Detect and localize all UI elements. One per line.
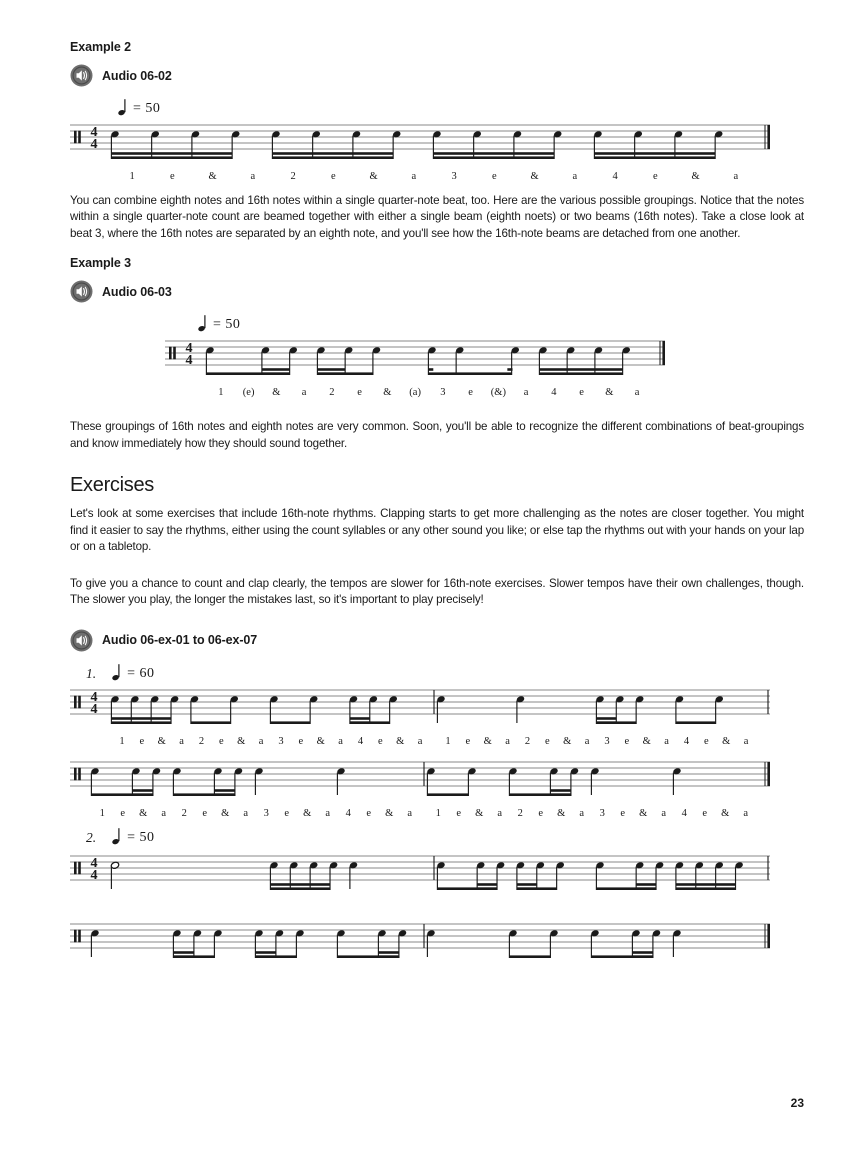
svg-text:&: & bbox=[221, 807, 230, 819]
svg-text:&: & bbox=[475, 807, 484, 819]
svg-text:3: 3 bbox=[599, 807, 605, 819]
exercise-2-system-2 bbox=[70, 914, 804, 968]
speaker-audio-icon[interactable] bbox=[70, 280, 93, 303]
exercise-1-system-2 bbox=[70, 754, 804, 819]
svg-text:3: 3 bbox=[263, 807, 269, 819]
quarter-note-icon bbox=[198, 313, 208, 333]
svg-text:e: e bbox=[456, 807, 462, 819]
svg-text:2: 2 bbox=[181, 807, 187, 819]
notation-system bbox=[70, 117, 770, 182]
svg-text:e: e bbox=[120, 807, 126, 819]
svg-text:e: e bbox=[218, 735, 224, 747]
example-3-title: Example 3 bbox=[70, 256, 131, 271]
svg-text:4: 4 bbox=[357, 735, 364, 747]
svg-text:4: 4 bbox=[90, 136, 98, 153]
speaker-audio-icon[interactable] bbox=[70, 629, 93, 652]
audio-label: Audio 06-ex-01 to 06-ex-07 bbox=[102, 633, 258, 648]
exercise-2-header bbox=[86, 822, 804, 846]
svg-text:e: e bbox=[620, 807, 626, 819]
svg-text:a: a bbox=[301, 387, 307, 399]
svg-text:a: a bbox=[161, 807, 167, 819]
svg-text:e: e bbox=[492, 171, 497, 182]
speaker-audio-icon[interactable] bbox=[70, 64, 93, 87]
svg-text:4: 4 bbox=[345, 807, 351, 819]
svg-text:e: e bbox=[139, 735, 145, 747]
svg-text:a: a bbox=[579, 807, 585, 819]
svg-text:&: & bbox=[642, 735, 651, 747]
exercises-heading: Exercises bbox=[70, 474, 154, 497]
exercise-1-system-1 bbox=[70, 682, 804, 750]
svg-text:3: 3 bbox=[278, 735, 284, 747]
svg-text:a: a bbox=[743, 807, 749, 819]
svg-text:1: 1 bbox=[445, 735, 451, 747]
svg-text:a: a bbox=[505, 735, 510, 747]
page-number: 23 bbox=[790, 1096, 804, 1110]
svg-text:4: 4 bbox=[551, 387, 557, 399]
svg-text:4: 4 bbox=[681, 807, 687, 819]
svg-text:&: & bbox=[369, 171, 378, 182]
audio-label: Audio 06-03 bbox=[102, 284, 172, 299]
svg-text:a: a bbox=[664, 735, 669, 747]
svg-text:4: 4 bbox=[185, 352, 193, 369]
svg-text:a: a bbox=[250, 171, 256, 182]
svg-text:4: 4 bbox=[612, 171, 618, 182]
notation-system bbox=[70, 914, 770, 968]
paragraph-tempos: To give you a chance to count and clap clearly, the tempos are slower for 16th-note exercises. Slower tempos have their own challenges, though. The slower you play, the longer the mistakes last, so it's important to play precisely! bbox=[70, 576, 804, 607]
svg-text:e: e bbox=[468, 387, 473, 399]
svg-text:&: & bbox=[605, 387, 614, 399]
exercise-2-tempo-value: = 50 bbox=[127, 829, 155, 845]
svg-text:a: a bbox=[243, 807, 249, 819]
quarter-note-icon bbox=[112, 662, 122, 682]
exercise-1 bbox=[70, 658, 804, 819]
svg-text:a: a bbox=[497, 807, 503, 819]
svg-text:&: & bbox=[139, 807, 148, 819]
svg-text:a: a bbox=[258, 735, 264, 747]
svg-text:1: 1 bbox=[129, 171, 135, 182]
example-3-block bbox=[70, 256, 804, 399]
svg-text:&: & bbox=[483, 735, 492, 747]
svg-text:a: a bbox=[661, 807, 667, 819]
svg-text:&: & bbox=[316, 735, 325, 747]
exercise-1-header bbox=[86, 658, 804, 682]
example-2-title: Example 2 bbox=[70, 40, 131, 54]
svg-text:2: 2 bbox=[517, 807, 523, 819]
svg-text:2: 2 bbox=[290, 171, 296, 182]
svg-text:a: a bbox=[325, 807, 331, 819]
paragraph-groupings-common: These groupings of 16th notes and eighth notes are very common. Soon, you'll be able to recognize the different combinations of beat-groupings and know immediately how they should sound together. bbox=[70, 420, 804, 450]
svg-text:4: 4 bbox=[185, 340, 193, 357]
svg-text:4: 4 bbox=[90, 866, 98, 883]
svg-text:&: & bbox=[157, 735, 166, 747]
svg-text:&: & bbox=[530, 171, 539, 182]
svg-text:a: a bbox=[743, 735, 749, 747]
svg-text:4: 4 bbox=[683, 735, 690, 747]
svg-text:1: 1 bbox=[218, 387, 224, 399]
svg-text:1: 1 bbox=[99, 807, 105, 819]
audio-track-row-06-03[interactable] bbox=[70, 280, 804, 303]
svg-text:(a): (a) bbox=[409, 387, 421, 399]
svg-text:4: 4 bbox=[90, 688, 98, 705]
svg-text:&: & bbox=[272, 387, 281, 399]
svg-text:&: & bbox=[385, 807, 394, 819]
svg-text:e: e bbox=[544, 735, 550, 747]
svg-text:e: e bbox=[702, 807, 708, 819]
svg-text:(&): (&) bbox=[490, 387, 506, 399]
example-2-tempo-value: = 50 bbox=[133, 101, 161, 116]
svg-text:2: 2 bbox=[329, 387, 335, 399]
svg-text:4: 4 bbox=[90, 700, 98, 717]
quarter-note-icon bbox=[118, 97, 128, 117]
svg-text:e: e bbox=[357, 387, 362, 399]
svg-text:e: e bbox=[331, 171, 336, 182]
exercise-1-tempo-value: = 60 bbox=[127, 665, 155, 681]
notation-system bbox=[70, 754, 770, 819]
svg-text:4: 4 bbox=[90, 124, 98, 141]
svg-text:e: e bbox=[465, 735, 471, 747]
svg-text:a: a bbox=[417, 735, 423, 747]
svg-text:a: a bbox=[733, 171, 739, 182]
exercise-2 bbox=[70, 822, 804, 968]
notation-system bbox=[70, 682, 770, 750]
audio-track-row-exercises[interactable] bbox=[70, 629, 804, 652]
svg-text:a: a bbox=[634, 387, 640, 399]
paragraph-exercises-intro: Let's look at some exercises that include 16th-note rhythms. Clapping starts to get more challenging as the notes are closer together. You might find it easier to say the rhythms, either using the count syllables or any other sound you like; or else tap the rhythms out with your hands on your lap or on a tabletop. bbox=[70, 507, 804, 554]
svg-text:&: & bbox=[639, 807, 648, 819]
notation-system bbox=[70, 846, 770, 900]
example-3-tempo-value: = 50 bbox=[213, 317, 241, 333]
svg-text:&: & bbox=[237, 735, 246, 747]
svg-text:&: & bbox=[208, 171, 217, 182]
svg-text:1: 1 bbox=[119, 735, 125, 747]
example-2-tempo bbox=[118, 93, 804, 117]
quarter-note-icon bbox=[112, 826, 122, 846]
svg-text:e: e bbox=[298, 735, 304, 747]
svg-text:(e): (e) bbox=[242, 387, 255, 399]
svg-text:e: e bbox=[624, 735, 630, 747]
audio-track-row-06-02[interactable] bbox=[70, 64, 804, 87]
svg-text:&: & bbox=[563, 735, 572, 747]
svg-text:e: e bbox=[703, 735, 709, 747]
svg-text:e: e bbox=[170, 171, 175, 182]
svg-text:e: e bbox=[653, 171, 658, 182]
paragraph-combine-eighths: You can combine eighth notes and 16th notes within a single quarter-note beat, too. Here are the various possible groupings. Notice that the notes within a single quarter-note count are beamed together with either a single beam (eighth noets) or two beams (16th notes). Take a close look at beat 3, where the 16th notes are separated by an eighth note, and you'll see how the 16th-note beams are detached from one another. bbox=[70, 194, 804, 240]
svg-text:&: & bbox=[721, 807, 730, 819]
svg-text:1: 1 bbox=[435, 807, 441, 819]
svg-text:a: a bbox=[523, 387, 529, 399]
svg-text:a: a bbox=[572, 171, 578, 182]
svg-text:e: e bbox=[366, 807, 372, 819]
svg-text:e: e bbox=[579, 387, 584, 399]
svg-text:e: e bbox=[538, 807, 544, 819]
example-3-staff bbox=[165, 333, 804, 399]
svg-text:4: 4 bbox=[90, 854, 98, 871]
svg-text:a: a bbox=[407, 807, 413, 819]
svg-text:a: a bbox=[411, 171, 417, 182]
example-3-tempo bbox=[198, 309, 804, 333]
svg-text:e: e bbox=[284, 807, 290, 819]
svg-text:&: & bbox=[722, 735, 731, 747]
svg-text:3: 3 bbox=[440, 387, 446, 399]
audio-label: Audio 06-02 bbox=[102, 68, 172, 83]
svg-text:3: 3 bbox=[604, 735, 610, 747]
exercise-2-system-1 bbox=[70, 846, 804, 900]
notation-system bbox=[165, 333, 665, 399]
svg-text:e: e bbox=[202, 807, 208, 819]
svg-text:&: & bbox=[303, 807, 312, 819]
svg-text:a: a bbox=[179, 735, 184, 747]
svg-text:&: & bbox=[557, 807, 566, 819]
svg-text:2: 2 bbox=[198, 735, 205, 747]
svg-text:&: & bbox=[396, 735, 405, 747]
svg-text:&: & bbox=[691, 171, 700, 182]
exercise-number: 1. bbox=[86, 665, 97, 681]
example-2-staff bbox=[70, 117, 804, 182]
svg-text:e: e bbox=[377, 735, 383, 747]
svg-text:2: 2 bbox=[524, 735, 531, 747]
svg-text:&: & bbox=[383, 387, 392, 399]
example-2-block bbox=[70, 40, 804, 182]
exercise-number: 2. bbox=[86, 829, 97, 845]
svg-text:a: a bbox=[584, 735, 590, 747]
svg-text:3: 3 bbox=[451, 171, 457, 182]
svg-text:a: a bbox=[338, 735, 343, 747]
